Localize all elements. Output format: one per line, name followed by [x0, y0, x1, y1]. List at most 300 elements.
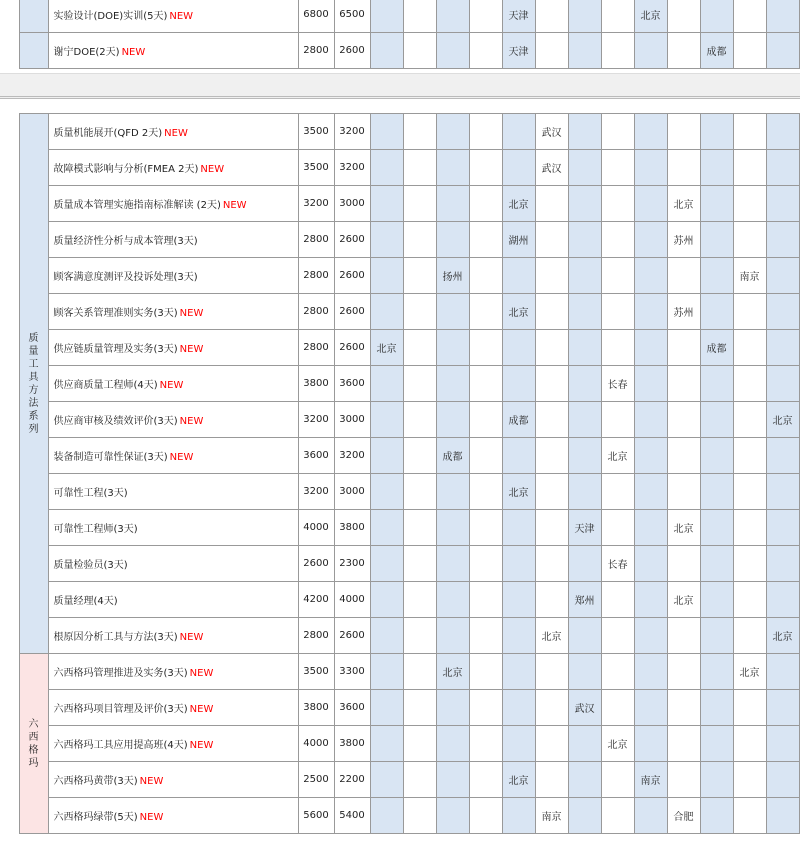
course-title: 质量机能展开(QFD 2天): [53, 128, 163, 139]
city-cell: [469, 114, 502, 150]
city-cell: [601, 114, 634, 150]
city-cell: [469, 510, 502, 546]
city-cell: [634, 330, 667, 366]
city-cell: [634, 798, 667, 834]
section-label: [19, 33, 48, 69]
city-cell: [667, 330, 700, 366]
city-cell: [370, 474, 403, 510]
city-cell: [700, 654, 733, 690]
price-standard: 3200: [298, 474, 334, 510]
city-cell: 北京: [601, 726, 634, 762]
price-standard: 2800: [298, 222, 334, 258]
city-cell: [436, 150, 469, 186]
city-cell: [568, 618, 601, 654]
city-cell: [436, 0, 469, 33]
course-title: 可靠性工程师(3天): [53, 524, 138, 535]
city-cell: [469, 33, 502, 69]
new-badge: NEW: [164, 128, 188, 139]
table-row: [0, 438, 799, 474]
city-cell: 成都: [700, 330, 733, 366]
city-cell: [634, 474, 667, 510]
city-cell: [766, 510, 799, 546]
city-cell: [502, 258, 535, 294]
city-cell: [601, 690, 634, 726]
course-name: [48, 654, 298, 690]
city-cell: [568, 474, 601, 510]
course-title: 供应商质量工程师(4天): [53, 380, 158, 391]
row-margin: [0, 474, 19, 510]
course-title: 质量成本管理实施指南标准解读 (2天): [53, 200, 221, 211]
city-cell: [502, 690, 535, 726]
city-cell: [436, 690, 469, 726]
price-standard: 3800: [298, 690, 334, 726]
city-cell: [634, 33, 667, 69]
city-cell: [700, 186, 733, 222]
course-title: 六西格玛工具应用提高班(4天): [53, 740, 188, 751]
city-cell: 湖州: [502, 222, 535, 258]
price-discount: 2600: [334, 258, 370, 294]
city-cell: [733, 690, 766, 726]
price-discount: 2300: [334, 546, 370, 582]
row-margin: [0, 114, 19, 150]
row-margin: [0, 726, 19, 762]
city-cell: [436, 618, 469, 654]
new-badge: NEW: [121, 47, 146, 58]
city-cell: [634, 186, 667, 222]
city-cell: [700, 0, 733, 33]
city-cell: [469, 762, 502, 798]
price-discount: 4000: [334, 582, 370, 618]
city-cell: [535, 366, 568, 402]
city-cell: [469, 294, 502, 330]
city-cell: [568, 222, 601, 258]
city-cell: [634, 258, 667, 294]
course-name: [48, 366, 298, 402]
city-cell: [568, 438, 601, 474]
city-cell: [403, 150, 436, 186]
city-cell: [634, 366, 667, 402]
city-cell: [700, 222, 733, 258]
city-cell: [502, 654, 535, 690]
city-cell: [667, 654, 700, 690]
new-badge: NEW: [179, 632, 204, 643]
table-row: [0, 366, 799, 402]
new-badge: NEW: [222, 200, 247, 211]
city-cell: [634, 654, 667, 690]
price-discount: 3000: [334, 402, 370, 438]
city-cell: [436, 582, 469, 618]
section-label: [19, 654, 48, 834]
city-cell: 北京: [667, 186, 700, 222]
city-cell: [502, 798, 535, 834]
city-cell: [766, 186, 799, 222]
price-discount: 3000: [334, 186, 370, 222]
city-cell: 成都: [502, 402, 535, 438]
city-cell: [436, 186, 469, 222]
city-cell: [535, 690, 568, 726]
city-cell: [436, 402, 469, 438]
row-margin: [0, 258, 19, 294]
city-cell: [535, 0, 568, 33]
city-cell: [436, 114, 469, 150]
row-margin: [0, 582, 19, 618]
price-discount: 2600: [334, 222, 370, 258]
city-cell: [568, 33, 601, 69]
course-title: 供应链质量管理及实务(3天): [53, 344, 178, 355]
course-title: 质量经济性分析与成本管理(3天): [53, 236, 198, 247]
row-margin: [0, 294, 19, 330]
city-cell: 长春: [601, 366, 634, 402]
city-cell: [601, 222, 634, 258]
city-cell: [568, 114, 601, 150]
city-cell: 北京: [634, 0, 667, 33]
city-cell: [634, 510, 667, 546]
city-cell: [700, 366, 733, 402]
city-cell: [733, 582, 766, 618]
city-cell: [634, 402, 667, 438]
city-cell: [634, 582, 667, 618]
table-row: [0, 582, 799, 618]
city-cell: [700, 150, 733, 186]
new-badge: NEW: [169, 11, 194, 22]
price-discount: 3000: [334, 474, 370, 510]
city-cell: [733, 618, 766, 654]
city-cell: [502, 726, 535, 762]
city-cell: [733, 330, 766, 366]
price-discount: 5400: [334, 798, 370, 834]
city-cell: [502, 546, 535, 582]
city-cell: [568, 330, 601, 366]
city-cell: [766, 690, 799, 726]
city-cell: 北京: [733, 654, 766, 690]
city-cell: [436, 510, 469, 546]
city-cell: 北京: [502, 186, 535, 222]
city-cell: [667, 762, 700, 798]
course-table-main: [0, 113, 800, 834]
city-cell: [502, 618, 535, 654]
city-cell: 北京: [601, 438, 634, 474]
city-cell: [700, 402, 733, 438]
city-cell: [370, 438, 403, 474]
city-cell: 扬州: [436, 258, 469, 294]
new-badge: NEW: [200, 164, 225, 175]
city-cell: [403, 474, 436, 510]
price-standard: 3800: [298, 366, 334, 402]
price-discount: 3300: [334, 654, 370, 690]
new-badge: NEW: [159, 380, 184, 391]
city-cell: [535, 654, 568, 690]
city-cell: [634, 114, 667, 150]
row-margin: [0, 654, 19, 690]
city-cell: [370, 402, 403, 438]
city-cell: 天津: [502, 0, 535, 33]
city-cell: 北京: [502, 474, 535, 510]
city-cell: 南京: [733, 258, 766, 294]
city-cell: [568, 294, 601, 330]
course-name: [48, 618, 298, 654]
course-title: 六西格玛管理推进及实务(3天): [53, 668, 188, 679]
city-cell: [502, 510, 535, 546]
city-cell: [535, 582, 568, 618]
city-cell: [535, 510, 568, 546]
table-row: [0, 654, 799, 690]
course-name: [48, 690, 298, 726]
city-cell: [766, 258, 799, 294]
section-label-text: 六西格玛: [28, 718, 39, 769]
price-discount: 3200: [334, 150, 370, 186]
new-badge: NEW: [189, 704, 214, 715]
city-cell: 北京: [436, 654, 469, 690]
course-name: [48, 438, 298, 474]
city-cell: [667, 726, 700, 762]
city-cell: [535, 402, 568, 438]
city-cell: 合肥: [667, 798, 700, 834]
city-cell: [370, 33, 403, 69]
city-cell: [766, 474, 799, 510]
city-cell: [403, 510, 436, 546]
city-cell: 北京: [766, 618, 799, 654]
new-badge: NEW: [189, 668, 214, 679]
city-cell: [469, 366, 502, 402]
city-cell: 北京: [667, 510, 700, 546]
city-cell: [700, 114, 733, 150]
price-standard: 3500: [298, 114, 334, 150]
city-cell: [535, 330, 568, 366]
city-cell: 南京: [535, 798, 568, 834]
course-title: 顾客关系管理准则实务(3天): [53, 308, 178, 319]
table-row: [0, 618, 799, 654]
city-cell: [733, 438, 766, 474]
city-cell: [766, 654, 799, 690]
city-cell: [370, 798, 403, 834]
city-cell: [601, 294, 634, 330]
city-cell: [403, 186, 436, 222]
price-standard: 2800: [298, 294, 334, 330]
city-cell: [700, 510, 733, 546]
section-separator: [0, 73, 800, 99]
city-cell: [370, 150, 403, 186]
course-table-top: [0, 0, 800, 69]
city-cell: [700, 726, 733, 762]
city-cell: [601, 762, 634, 798]
city-cell: [667, 618, 700, 654]
price-standard: 2800: [298, 618, 334, 654]
city-cell: [403, 402, 436, 438]
city-cell: [766, 582, 799, 618]
price-discount: 2600: [334, 294, 370, 330]
city-cell: [601, 330, 634, 366]
city-cell: [766, 0, 799, 33]
city-cell: 南京: [634, 762, 667, 798]
new-badge: NEW: [189, 740, 214, 751]
row-margin: [0, 33, 19, 69]
city-cell: [667, 0, 700, 33]
city-cell: 天津: [502, 33, 535, 69]
course-title: 供应商审核及绩效评价(3天): [53, 416, 178, 427]
course-title: 可靠性工程(3天): [53, 488, 128, 499]
city-cell: [766, 114, 799, 150]
city-cell: [634, 690, 667, 726]
city-cell: 武汉: [568, 690, 601, 726]
table-row: [0, 690, 799, 726]
row-margin: [0, 438, 19, 474]
table-row: [0, 726, 799, 762]
city-cell: [667, 474, 700, 510]
table-row: [0, 294, 799, 330]
city-cell: [601, 510, 634, 546]
city-cell: [634, 294, 667, 330]
course-name: [48, 258, 298, 294]
city-cell: [502, 582, 535, 618]
city-cell: [535, 762, 568, 798]
city-cell: 北京: [502, 294, 535, 330]
city-cell: [469, 438, 502, 474]
price-standard: 2500: [298, 762, 334, 798]
city-cell: [535, 726, 568, 762]
price-discount: 3600: [334, 366, 370, 402]
city-cell: [700, 258, 733, 294]
course-name: [48, 330, 298, 366]
city-cell: [700, 438, 733, 474]
city-cell: [700, 582, 733, 618]
city-cell: [469, 186, 502, 222]
city-cell: [403, 582, 436, 618]
price-discount: 3600: [334, 690, 370, 726]
city-cell: [469, 582, 502, 618]
city-cell: [403, 366, 436, 402]
price-discount: 3200: [334, 114, 370, 150]
city-cell: [403, 690, 436, 726]
city-cell: [733, 294, 766, 330]
city-cell: 长春: [601, 546, 634, 582]
city-cell: [733, 33, 766, 69]
city-cell: [370, 582, 403, 618]
city-cell: [436, 222, 469, 258]
table-row: [0, 798, 799, 834]
city-cell: [601, 654, 634, 690]
city-cell: [535, 474, 568, 510]
city-cell: 北京: [502, 762, 535, 798]
city-cell: 武汉: [535, 150, 568, 186]
city-cell: [601, 582, 634, 618]
city-cell: [766, 150, 799, 186]
city-cell: [733, 510, 766, 546]
city-cell: [700, 690, 733, 726]
city-cell: [568, 798, 601, 834]
city-cell: [436, 330, 469, 366]
price-standard: 5600: [298, 798, 334, 834]
city-cell: [700, 762, 733, 798]
row-margin: [0, 546, 19, 582]
city-cell: [370, 294, 403, 330]
table-row: [0, 150, 799, 186]
course-title: 六西格玛项目管理及评价(3天): [53, 704, 188, 715]
city-cell: [535, 186, 568, 222]
city-cell: [403, 762, 436, 798]
course-title: 谢宁DOE(2天): [53, 47, 120, 58]
city-cell: [403, 0, 436, 33]
course-title: 故障模式影响与分析(FMEA 2天): [53, 164, 199, 175]
city-cell: [469, 798, 502, 834]
city-cell: [370, 546, 403, 582]
city-cell: [766, 798, 799, 834]
city-cell: [403, 222, 436, 258]
city-cell: [370, 690, 403, 726]
city-cell: [469, 0, 502, 33]
city-cell: [370, 726, 403, 762]
city-cell: [700, 546, 733, 582]
table-row: [0, 258, 799, 294]
city-cell: [535, 546, 568, 582]
city-cell: [370, 654, 403, 690]
city-cell: [535, 294, 568, 330]
city-cell: [568, 726, 601, 762]
course-title: 六西格玛黄带(3天): [53, 776, 138, 787]
city-cell: [733, 0, 766, 33]
city-cell: [403, 438, 436, 474]
price-discount: 6500: [334, 0, 370, 33]
city-cell: [667, 258, 700, 294]
table-row: [0, 222, 799, 258]
city-cell: [469, 546, 502, 582]
course-name: [48, 474, 298, 510]
city-cell: [403, 114, 436, 150]
price-discount: 3800: [334, 726, 370, 762]
city-cell: [502, 150, 535, 186]
course-name: [48, 726, 298, 762]
city-cell: [436, 798, 469, 834]
city-cell: [601, 258, 634, 294]
city-cell: [733, 366, 766, 402]
city-cell: [733, 402, 766, 438]
city-cell: [601, 0, 634, 33]
city-cell: [667, 438, 700, 474]
city-cell: [502, 366, 535, 402]
city-cell: [733, 114, 766, 150]
city-cell: [469, 330, 502, 366]
city-cell: [568, 546, 601, 582]
city-cell: [766, 294, 799, 330]
row-margin: [0, 690, 19, 726]
course-name: [48, 546, 298, 582]
city-cell: [733, 726, 766, 762]
city-cell: [370, 366, 403, 402]
city-cell: [634, 618, 667, 654]
city-cell: [370, 510, 403, 546]
city-cell: [601, 474, 634, 510]
city-cell: 苏州: [667, 222, 700, 258]
row-margin: [0, 150, 19, 186]
city-cell: [733, 798, 766, 834]
city-cell: [568, 258, 601, 294]
city-cell: [469, 618, 502, 654]
city-cell: [766, 546, 799, 582]
price-discount: 2200: [334, 762, 370, 798]
city-cell: [535, 438, 568, 474]
city-cell: [601, 402, 634, 438]
city-cell: [667, 546, 700, 582]
city-cell: [568, 150, 601, 186]
new-badge: NEW: [139, 812, 164, 823]
row-margin: [0, 0, 19, 33]
city-cell: [667, 114, 700, 150]
city-cell: [667, 150, 700, 186]
course-title: 装备制造可靠性保证(3天): [53, 452, 168, 463]
city-cell: [733, 546, 766, 582]
course-name: [48, 582, 298, 618]
row-margin: [0, 330, 19, 366]
city-cell: [370, 0, 403, 33]
